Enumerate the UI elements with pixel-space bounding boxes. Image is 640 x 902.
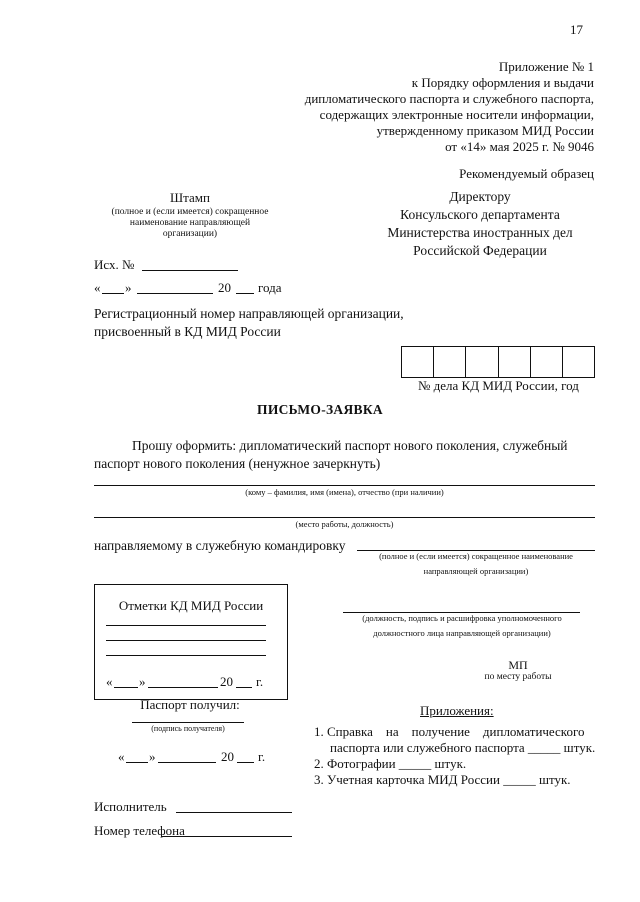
official-caption-line: (должность, подпись и расшифровка уполномоченного	[362, 613, 562, 623]
case-number-cell[interactable]	[434, 347, 466, 377]
appendix-line: к Порядку оформления и выдачи	[411, 75, 594, 90]
outgoing-month-field[interactable]	[137, 293, 213, 294]
recipient-caption: (кому – фамилия, имя (имена), отчество (при наличии)	[245, 487, 444, 497]
recipient-field[interactable]	[94, 485, 595, 486]
phone-field[interactable]	[161, 836, 292, 837]
phone-label: Номер телефона	[94, 823, 185, 838]
case-number-label: № дела КД МИД России, год	[418, 378, 579, 393]
workplace-caption: (место работы, должность)	[295, 519, 394, 529]
seal-caption: по месту работы	[484, 672, 552, 682]
mfa-year-field[interactable]	[236, 687, 252, 688]
organization-caption-line: (полное и (если имеется) сокращенное наименование	[379, 551, 573, 561]
addressee-line: Министерства иностранных дел	[387, 225, 573, 240]
receipt-label: Паспорт получил:	[140, 697, 240, 712]
attachment-item-2: 2. Фотографии _____ штук.	[314, 756, 467, 771]
receipt-year-suffix: г.	[258, 749, 266, 764]
addressee-line: Директору	[449, 189, 511, 204]
organization-caption-line: направляющей организации)	[423, 566, 529, 576]
mfa-date-open: «	[106, 674, 113, 689]
request-line-1: Прошу оформить: дипломатический паспорт нового поколения, служебный	[132, 438, 568, 453]
addressee-line: Российской Федерации	[413, 243, 547, 258]
trip-label: направляемому в служебную командировку	[94, 538, 346, 553]
receipt-date-open: «	[118, 749, 125, 764]
mfa-date-close: »	[139, 674, 146, 689]
stamp-caption-line: наименование направляющей	[129, 218, 251, 228]
outgoing-date-close: »	[125, 280, 132, 295]
appendix-line: от «14» мая 2025 г. № 9046	[445, 139, 594, 154]
case-number-cell[interactable]	[402, 347, 434, 377]
case-number-cell[interactable]	[499, 347, 531, 377]
attachment-item-3: 3. Учетная карточка МИД России _____ штук.	[314, 772, 571, 787]
receipt-date-close: »	[149, 749, 156, 764]
workplace-field[interactable]	[94, 517, 595, 518]
addressee-line: Консульского департамента	[400, 207, 560, 222]
registration-line: Регистрационный номер направляющей организации,	[94, 306, 404, 321]
mfa-marks-line[interactable]	[106, 625, 266, 626]
mfa-year-suffix: г.	[256, 674, 264, 689]
receipt-year-prefix: 20	[221, 749, 234, 764]
document-heading: ПИСЬМО-ЗАЯВКА	[257, 402, 383, 417]
receipt-year-field[interactable]	[237, 762, 254, 763]
stamp-caption-line: организации)	[162, 229, 218, 239]
mfa-marks-line[interactable]	[106, 640, 266, 641]
official-caption	[336, 613, 588, 639]
outgoing-number-label: Исх. №	[94, 257, 135, 272]
stamp-title: Штамп	[170, 190, 210, 205]
appendix-line: дипломатического паспорта и служебного паспорта,	[304, 91, 594, 106]
executor-field[interactable]	[176, 812, 292, 813]
mfa-year-prefix: 20	[220, 674, 233, 689]
outgoing-year-field[interactable]	[236, 293, 254, 294]
appendix-line: содержащих электронные носители информации,	[319, 107, 594, 122]
page-number: 17	[570, 22, 583, 37]
addressee-block	[365, 188, 595, 260]
attachment-item-1: 1. Справка на получение дипломатического	[314, 724, 585, 739]
attachments-title: Приложения:	[420, 703, 494, 718]
case-number-grid	[401, 346, 595, 378]
registration-text	[94, 305, 404, 341]
outgoing-year-suffix: года	[258, 280, 282, 295]
case-number-cell[interactable]	[466, 347, 498, 377]
receipt-day-field[interactable]	[126, 762, 148, 763]
request-line-2: паспорт нового поколения (ненужное зачеркнуть)	[94, 456, 381, 471]
organization-caption	[357, 551, 595, 577]
executor-label: Исполнитель	[94, 799, 167, 814]
mfa-day-field[interactable]	[114, 687, 138, 688]
receipt-month-field[interactable]	[158, 762, 216, 763]
registration-line: присвоенный в КД МИД России	[94, 324, 281, 339]
case-number-cell[interactable]	[563, 347, 594, 377]
outgoing-day-field[interactable]	[102, 293, 124, 294]
appendix-line: утвержденному приказом МИД России	[376, 123, 594, 138]
recommended-sample: Рекомендуемый образец	[459, 166, 594, 181]
outgoing-date-open: «	[94, 280, 101, 295]
mfa-month-field[interactable]	[148, 687, 218, 688]
case-number-cell[interactable]	[531, 347, 563, 377]
stamp-caption-line: (полное и (если имеется) сокращенное	[111, 207, 269, 217]
outgoing-year-prefix: 20	[218, 280, 231, 295]
appendix-block	[240, 59, 594, 155]
mfa-marks-title: Отметки КД МИД России	[118, 598, 264, 613]
official-caption-line: должностного лица направляющей организации)	[373, 628, 551, 638]
appendix-line: Приложение № 1	[498, 59, 594, 74]
seal-label: МП	[508, 658, 528, 672]
mfa-marks-line[interactable]	[106, 655, 266, 656]
receipt-signature-caption: (подпись получателя)	[151, 724, 225, 733]
stamp-caption	[80, 207, 300, 240]
attachment-item-1-cont: паспорта или служебного паспорта _____ штук.	[330, 740, 596, 755]
outgoing-number-field[interactable]	[142, 270, 238, 271]
